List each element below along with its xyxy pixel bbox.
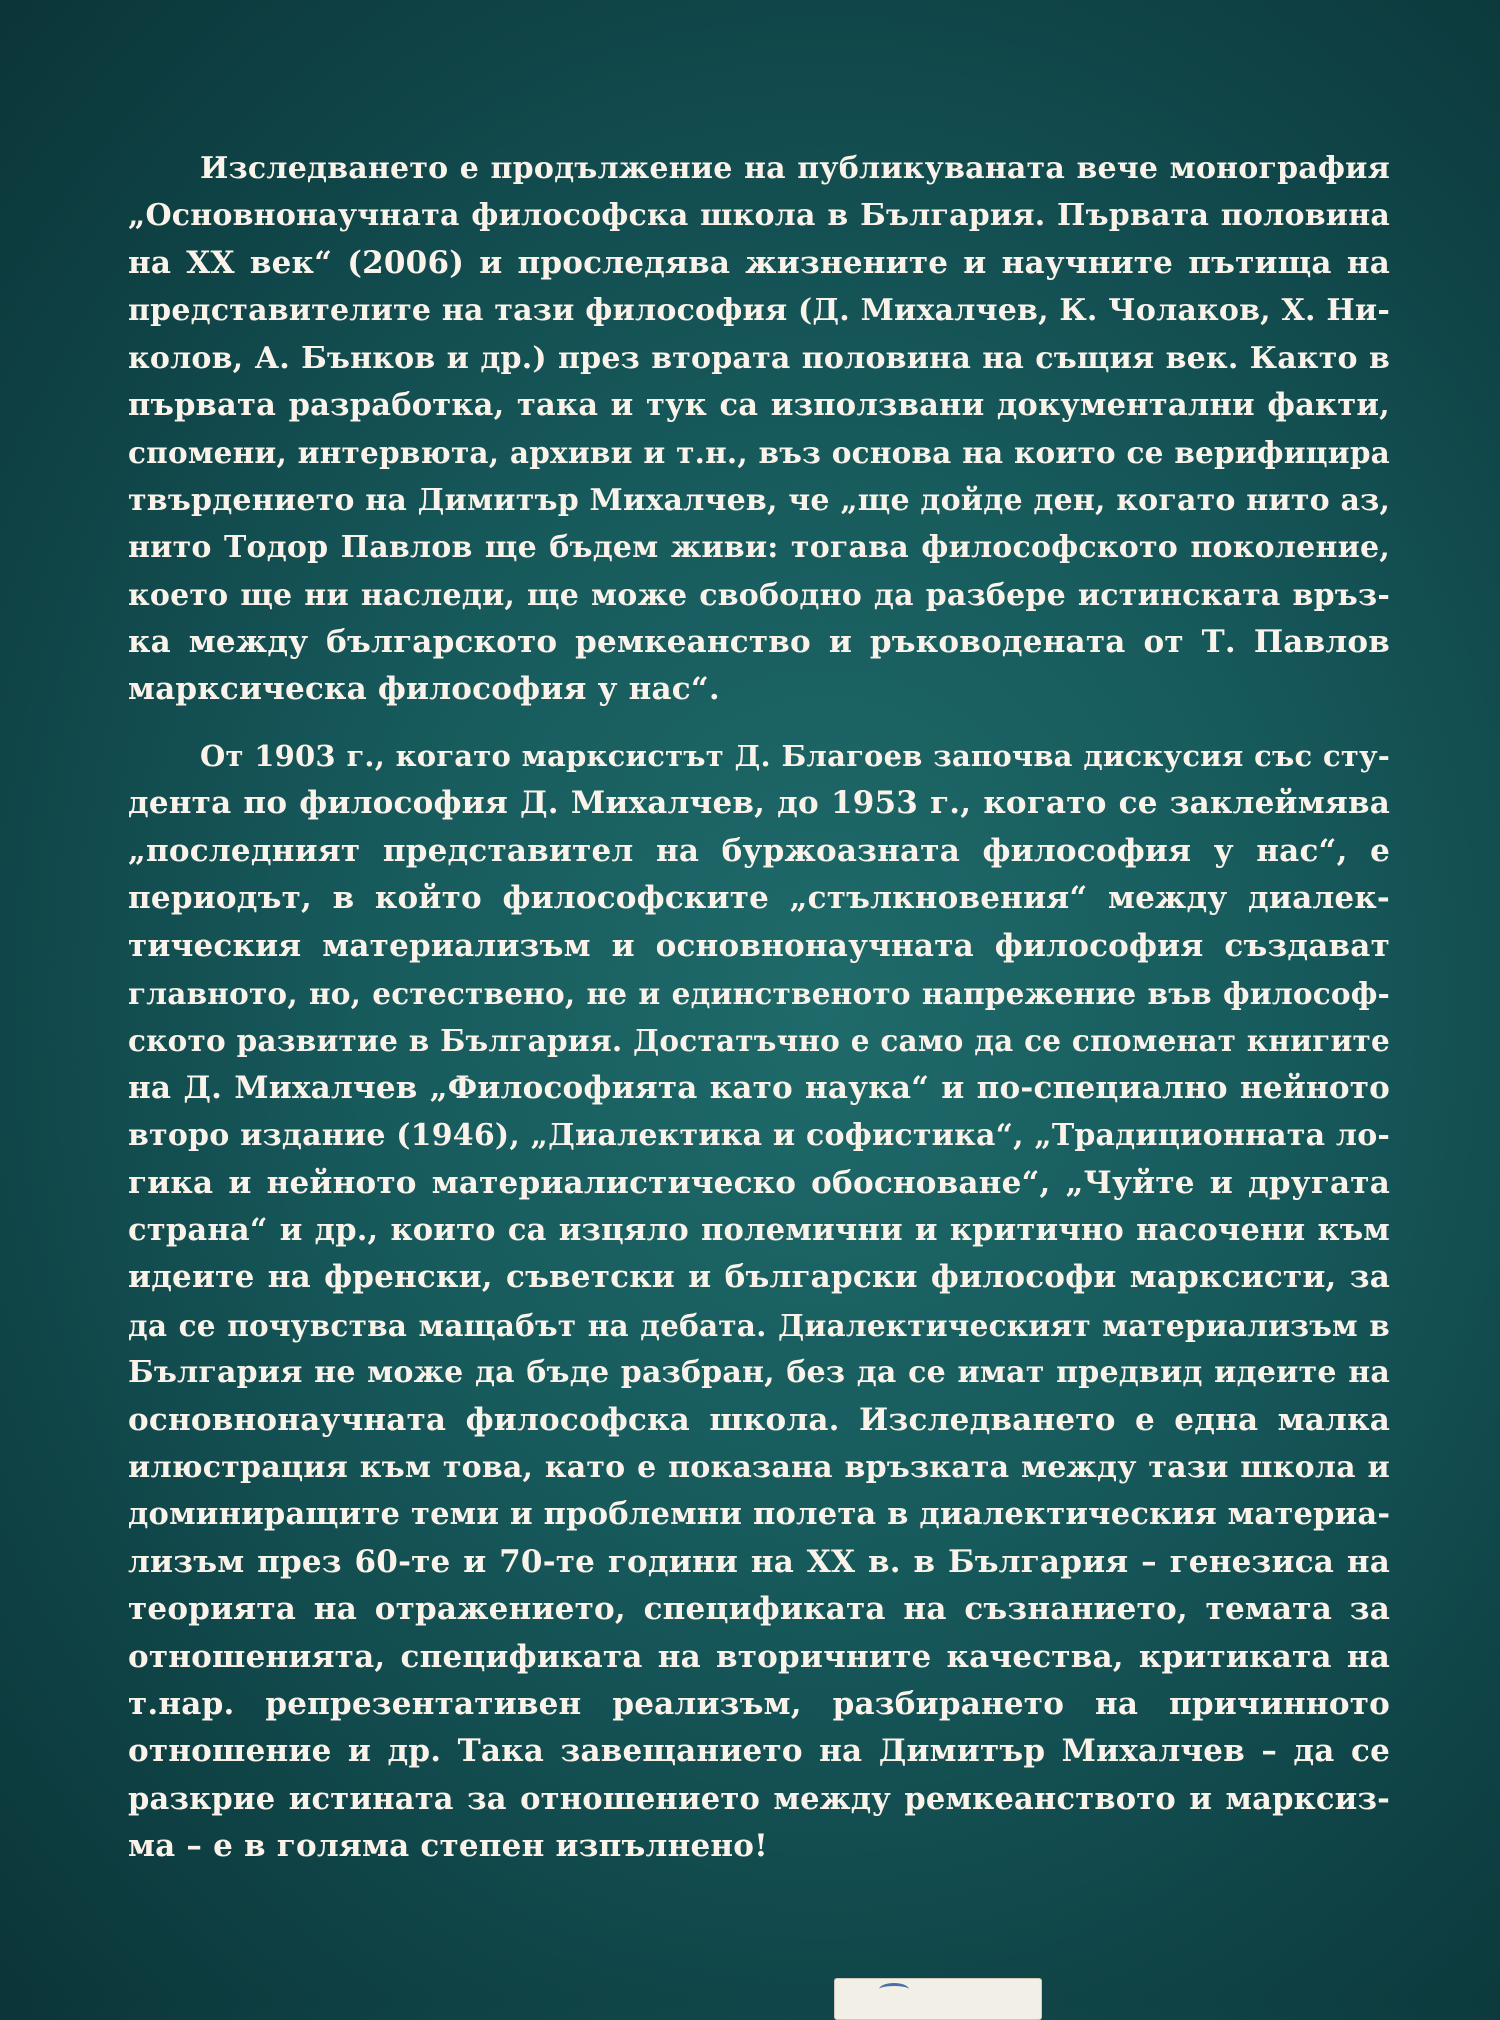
text-line: „последният представител на буржоазната философия у нас“, е	[128, 832, 1390, 869]
text-line: ка между българското ремкеанство и ръководената от Т. Павлов	[128, 624, 1390, 661]
text-line: отношение и др. Така завещанието на Димитър Михалчев – да се	[128, 1733, 1390, 1770]
paragraph-1	[128, 145, 1390, 714]
paragraph-2	[128, 733, 1390, 1871]
text-line: отношенията, спецификата на вторичните качества, критиката на	[128, 1638, 1390, 1675]
text-line: второ издание (1946), „Диалектика и софистика“, „Традиционната ло-	[128, 1118, 1391, 1154]
price-sticker	[834, 1978, 1042, 2020]
text-line: доминиращите теми и проблемни полета в диалектическия материа-	[128, 1496, 1391, 1533]
text-line: лизъм през 60-те и 70-те години на XX в. в България – генезиса на	[128, 1543, 1390, 1580]
text-line: гика и нейното материалистическо обосноване“, „Чуйте и другата	[128, 1164, 1390, 1201]
text-line: колов, А. Бънков и др.) през втората половина на същия век. Както в	[128, 340, 1390, 376]
handwritten-mark	[879, 1983, 909, 1996]
text-line: марксическа философия у нас“.	[128, 671, 720, 708]
text-line: на XX век“ (2006) и проследява жизнените и научните пътища на	[128, 244, 1390, 281]
text-line: разкрие истината за отношението между ремкеанството и марксиз-	[128, 1780, 1390, 1817]
text-line: периодът, в който философските „стълкновения“ между диалек-	[128, 880, 1390, 917]
text-line: тическия материализъм и основнонаучната философия създават	[128, 927, 1390, 964]
text-line: ското развитие в България. Достатъчно е само да се споменат книгите	[128, 1023, 1390, 1059]
text-line: страна“ и др., които са изцяло полемични и критично насочени към	[128, 1211, 1390, 1248]
text-line: което ще ни наследи, ще може свободно да разбере истинската връз-	[128, 577, 1390, 613]
text-line: дента по философия Д. Михалчев, до 1953 г., когато се заклеймява	[128, 785, 1390, 822]
text-line: представителите на тази философия (Д. Михалчев, К. Чолаков, Х. Ни-	[128, 293, 1390, 329]
text-line: на Д. Михалчев „Философията като наука“ и по-специално нейното	[128, 1069, 1390, 1106]
annotation-text	[128, 145, 1390, 1871]
text-line: твърдението на Димитър Михалчев, че „ще дойде ден, когато нито аз,	[128, 482, 1391, 518]
text-line: теорията на отражението, спецификата на съзнанието, темата за	[128, 1591, 1390, 1628]
text-line: ма – е в голяма степен изпълнено!	[128, 1828, 768, 1865]
text-line: От 1903 г., когато марксистът Д. Благоев започва дискусия със сту-	[200, 738, 1390, 773]
text-line: „Основнонаучната философска школа в България. Първата половина	[128, 198, 1390, 234]
text-line: първата разработка, така и тук са използвани документални факти,	[128, 387, 1390, 424]
text-line: Изследването е продължение на публикуваната вече монография	[200, 151, 1390, 186]
text-line: илюстрация към това, като е показана връзката между тази школа и	[128, 1449, 1390, 1485]
text-line: да се почувства мащабът на дебата. Диалектическият материализъм в	[128, 1307, 1390, 1343]
text-line: идеите на френски, съветски и български философи марксисти, за	[128, 1259, 1390, 1296]
text-line: т.нар. репрезентативен реализъм, разбирането на причинното	[128, 1686, 1390, 1722]
text-line: спомени, интервюта, архиви и т.н., въз основа на които се верифицира	[128, 435, 1390, 471]
text-line: нито Тодор Павлов ще бъдем живи: тогава философското поколение,	[128, 530, 1390, 566]
text-line: основнонаучната философска школа. Изследването е една малка	[128, 1401, 1390, 1438]
text-line: България не може да бъде разбран, без да се имат предвид идеите на	[128, 1355, 1390, 1391]
text-line: главното, но, естествено, не и единственото напрежение във философ-	[128, 975, 1390, 1011]
